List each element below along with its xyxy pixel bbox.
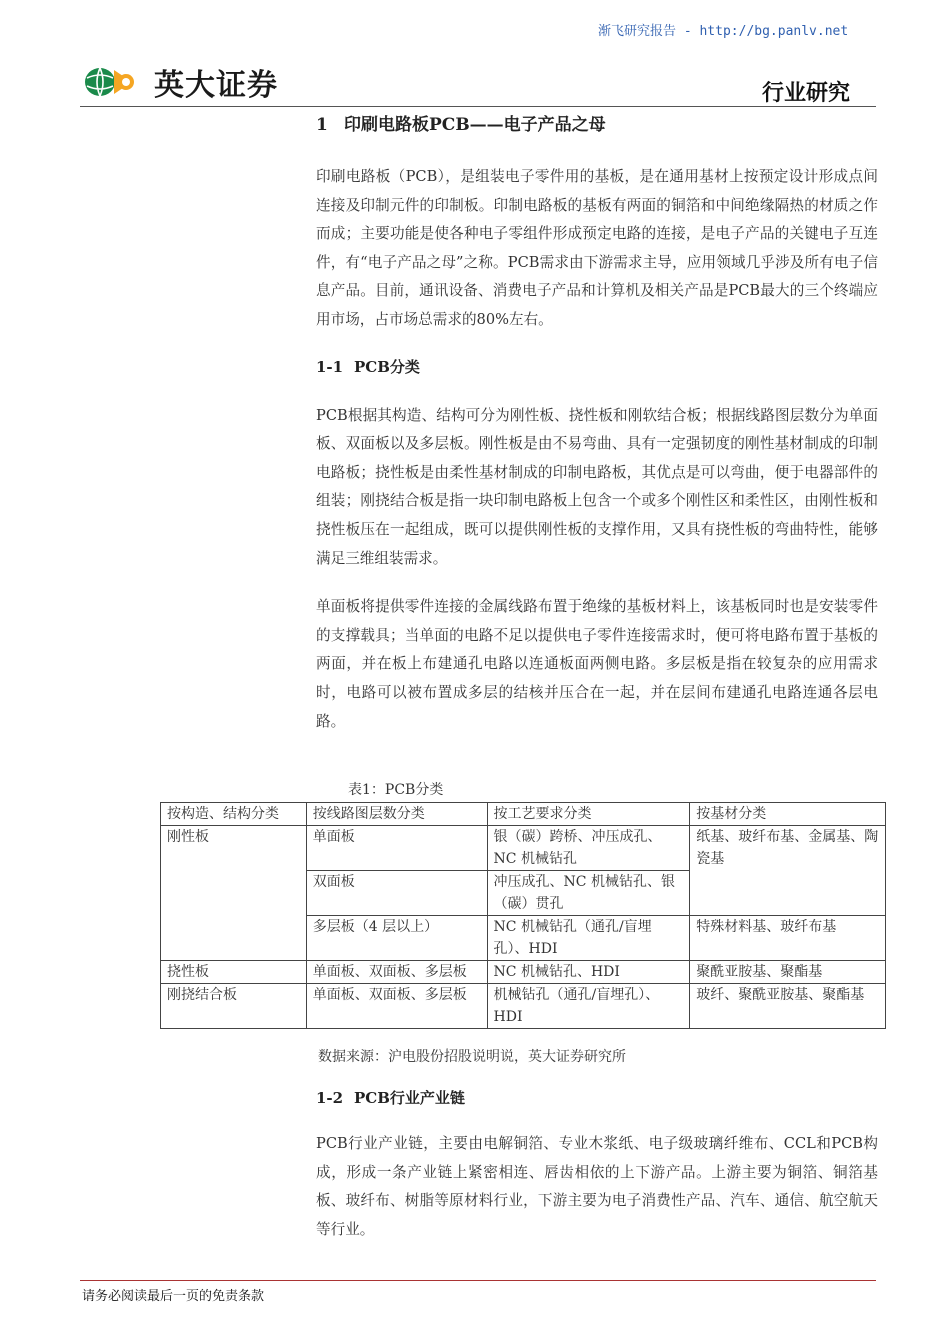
brand-logo <box>84 60 278 104</box>
section-label: 行业研究 <box>761 81 850 106</box>
table-header-row <box>161 803 886 826</box>
table-cell-process: 银（碳）跨桥、冲压成孔、NC 机械钻孔 <box>487 826 690 871</box>
layers-paragraph: 单面板将提供零件连接的金属线路布置于绝缘的基板材料上，该基板同时也是安装零件的支撑载具；当单面的电路不足以提供电子零件连接需求时，便可将电路布置于基板的两面，并在板上布建通孔电路以连通板面两侧电路。多层板是指在较复杂的应用需求时，电路可以被布置成多层的结核并压合在一起，并在层间布建通孔电路连通各层电路。 <box>316 598 878 730</box>
subsection-title: PCB行业产业链 <box>354 1089 465 1107</box>
table-caption: 表1：PCB分类 <box>348 782 444 798</box>
pcb-classification-table <box>160 802 886 1029</box>
footer-divider <box>80 1280 876 1281</box>
table-source-note: 数据来源：沪电股份招股说明说，英大证券研究所 <box>318 1049 626 1065</box>
table-cell-layer: 单面板、双面板、多层板 <box>306 961 487 984</box>
header-divider <box>80 106 876 107</box>
table-header-cell: 按线路图层数分类 <box>306 803 487 826</box>
section-heading <box>316 114 878 136</box>
brand-name: 英大证券 <box>154 68 278 103</box>
subsection-number: 1-2 <box>316 1089 344 1107</box>
industry-chain-section <box>316 1088 878 1244</box>
intro-paragraph: 印刷电路板（PCB），是组装电子零件用的基板，是在通用基材上按预定设计形成点间连接及印制元件的印制板。印制电路板的基板有两面的铜箔和中间绝缘隔热的材质之作而成；主要功能是使各种电子零组件形成预定电路的连接，是电子产品的关键电子互连件，有“电子产品之母”之称。PCB需求由下游需求主导，应用领域几乎涉及所有电子信息产品。目前，通讯设备、消费电子产品和计算机及相关产品是PCB最大的三个终端应用市场，占市场总需求的80%左右。 <box>316 168 878 328</box>
subsection-heading-industry-chain <box>316 1088 878 1108</box>
logo-globe-icon <box>84 62 140 102</box>
section-number: 1 <box>316 115 328 135</box>
table-cell-process: 机械钻孔（通孔/盲埋孔）、HDI <box>487 984 690 1029</box>
classification-paragraph: PCB根据其构造、结构可分为刚性板、挠性板和刚软结合板；根据线路图层数分为单面板、双面板以及多层板。刚性板是由不易弯曲、具有一定强韧度的刚性基材制成的印制电路板；挠性板是由柔性基材制成的印制电路板，其优点是可以弯曲，便于电器部件的组装；刚挠结合板是指一块印制电路板上包含一个或多个刚性区和柔性区，由刚性板和挠性板压在一起组成，既可以提供刚性板的支撑作用，又具有挠性板的弯曲特性，能够满足三维组装需求。 <box>316 406 878 567</box>
table-row <box>161 961 886 984</box>
report-body <box>316 112 878 736</box>
table-row <box>161 984 886 1029</box>
table-header-cell: 按基材分类 <box>690 803 886 826</box>
table-cell-process: NC 机械钻孔（通孔/盲埋孔）、HDI <box>487 916 690 961</box>
table-cell-layer: 单面板、双面板、多层板 <box>306 984 487 1029</box>
table-cell-process: 冲压成孔、NC 机械钻孔、银（碳）贯孔 <box>487 871 690 916</box>
table-cell-process: NC 机械钻孔、HDI <box>487 961 690 984</box>
table-cell-material: 纸基、玻纤布基、金属基、陶瓷基 <box>690 826 886 916</box>
subsection-heading-classification <box>316 357 878 377</box>
table-header-cell: 按构造、结构分类 <box>161 803 307 826</box>
section-title: 印刷电路板PCB——电子产品之母 <box>344 115 606 135</box>
subsection-title: PCB分类 <box>354 357 420 376</box>
industry-chain-paragraph: PCB行业产业链，主要由电解铜箔、专业木浆纸、电子级玻璃纤维布、CCL和PCB构成，形成一条产业链上紧密相连、唇齿相依的上下游产品。上游主要为铜箔、铜箔基板、玻纤布、树脂等原材料行业，下游主要为电子消费性产品、汽车、通信、航空航天等行业。 <box>316 1135 878 1238</box>
table-cell-material: 特殊材料基、玻纤布基 <box>690 916 886 961</box>
table-cell-type: 刚性板 <box>161 826 307 961</box>
table-cell-type: 挠性板 <box>161 961 307 984</box>
table-header-cell: 按工艺要求分类 <box>487 803 690 826</box>
table-cell-type: 刚挠结合板 <box>161 984 307 1029</box>
table-cell-material: 聚酰亚胺基、聚酯基 <box>690 961 886 984</box>
table-cell-layer: 双面板 <box>306 871 487 916</box>
table-cell-layer: 多层板（4 层以上） <box>306 916 487 961</box>
header-source-link[interactable]: 渐飞研究报告 - http://bg.panlv.net <box>598 24 849 39</box>
table-cell-material: 玻纤、聚酰亚胺基、聚酯基 <box>690 984 886 1029</box>
table-cell-layer: 单面板 <box>306 826 487 871</box>
disclaimer-note: 请务必阅读最后一页的免责条款 <box>82 1289 265 1304</box>
table-row <box>161 826 886 871</box>
subsection-number: 1-1 <box>316 357 344 376</box>
